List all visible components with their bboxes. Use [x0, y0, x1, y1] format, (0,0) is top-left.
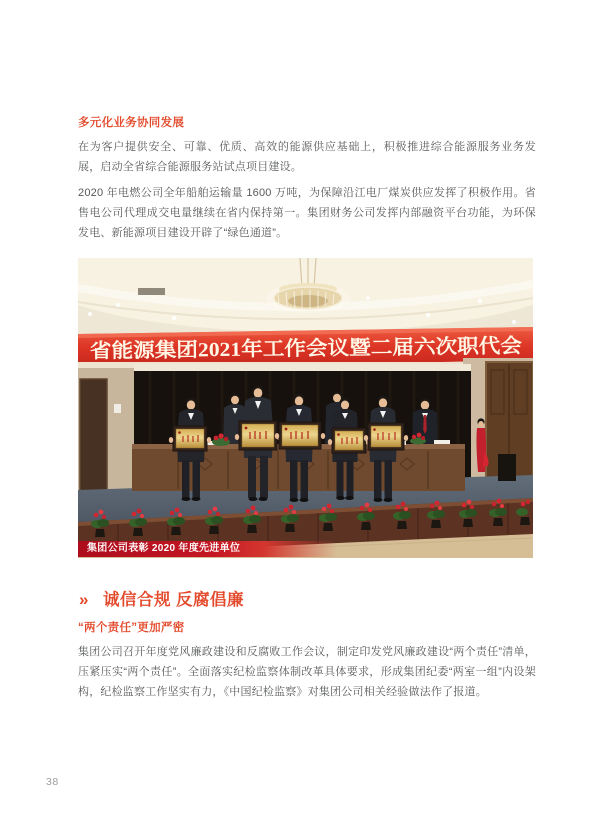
award-ceremony-photo: [78, 258, 533, 558]
chevron-right-icon: »: [79, 590, 89, 609]
paragraph-energy-services: 在为客户提供安全、可靠、优质、高效的能源供应基础上，积极推进综合能源服务业务发展，启动全省综合能源服务站试点项目建设。: [78, 141, 536, 173]
page-number: 38: [46, 776, 59, 788]
section-heading-label: 诚信合规 反腐倡廉: [102, 591, 245, 609]
subheading-two-responsibilities: “两个责任”更加严密: [78, 622, 185, 634]
paragraph-shipping-finance: 2020 年电燃公司全年船舶运输量 1600 万吨，为保障沿江电厂煤炭供应发挥了积极作用。省售电公司代理成交电量继续在省内保持第一。集团财务公司发挥内部融资平台功能，为环保发电、新能源项目建设开辟了“绿色通道”。: [78, 187, 536, 239]
award-plaques: [169, 421, 408, 453]
section-heading-integrity: [79, 589, 244, 611]
award-plaque: [364, 423, 408, 450]
award-plaque: [328, 428, 370, 453]
award-plaque: [275, 422, 325, 449]
speaker-box: [498, 454, 516, 481]
photo-illustration: [78, 258, 533, 558]
banner-text: 省能源集团2021年工作会议暨二届六次职代会: [89, 335, 491, 363]
paragraph-discipline-inspection: 集团公司召开年度党风廉政建设和反腐败工作会议，制定印发党风廉政建设“两个责任”清单，压紧压实“两个责任”。全面落实纪检监察体制改革具体要求，形成集团纪委“两室一组”内设架构，纪检监察工作坚实有力，《中国纪检监察》对集团公司相关经验做法作了报道。: [78, 646, 536, 698]
award-plaque: [235, 421, 281, 450]
award-plaque: [169, 426, 211, 451]
photo-caption-ribbon: 集团公司表彰 2020 年度先进单位: [78, 541, 336, 557]
heading-diversified-business: 多元化业务协同发展: [78, 117, 185, 129]
